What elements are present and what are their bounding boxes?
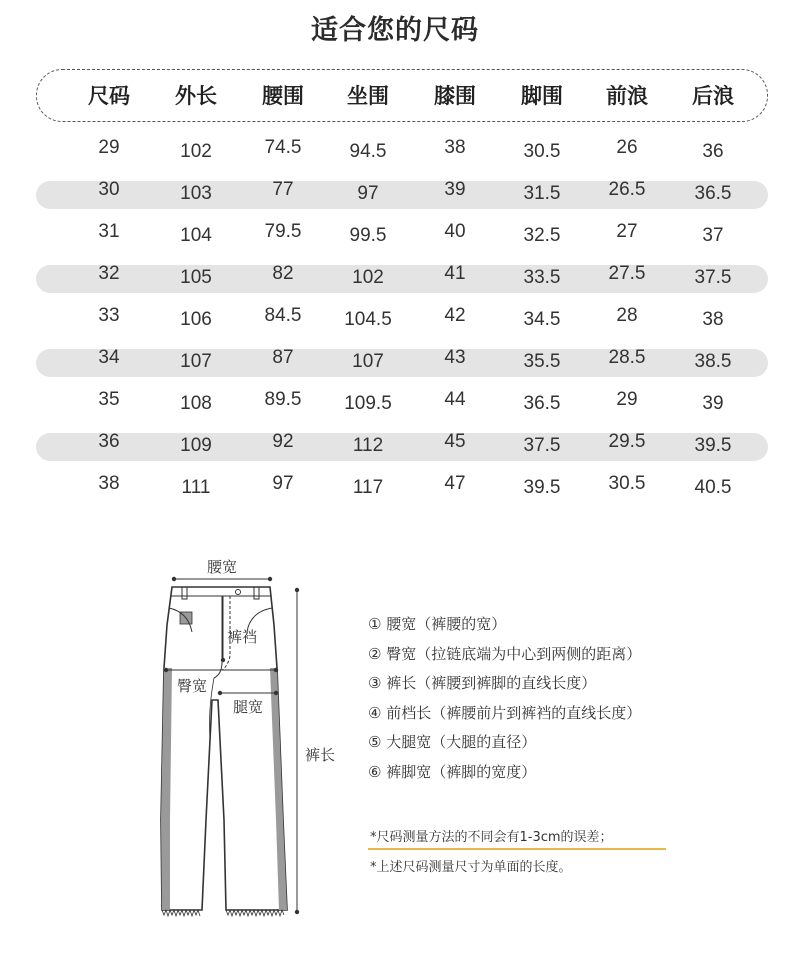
table-cell: 107 xyxy=(180,351,212,372)
table-cell: 40.5 xyxy=(694,477,732,498)
table-cell: 41 xyxy=(444,263,466,284)
note-text: *尺码测量方法的不同会有1-3cm的误差； xyxy=(370,830,613,845)
table-cell: 36 xyxy=(98,431,120,452)
header-cell: 前浪 xyxy=(606,84,648,108)
legend-item: ③ 裤长（裤腰到裤脚的直线长度） xyxy=(368,674,597,692)
table-cell: 89.5 xyxy=(264,389,302,410)
table-cell: 97 xyxy=(272,473,294,494)
table-cell: 34 xyxy=(98,347,120,368)
note-text: *上述尺码测量尺寸为单面的长度。 xyxy=(370,860,572,875)
pants-diagram xyxy=(150,550,350,930)
table-cell: 35 xyxy=(98,389,120,410)
note-underline xyxy=(368,848,666,850)
table-cell: 97 xyxy=(357,183,379,204)
table-cell: 40 xyxy=(444,221,466,242)
table-cell: 38 xyxy=(702,309,724,330)
table-cell: 31 xyxy=(98,221,120,242)
legend-item: ⑥ 裤脚宽（裤脚的宽度） xyxy=(368,762,537,781)
table-cell: 37.5 xyxy=(523,435,561,456)
table-cell: 117 xyxy=(352,477,384,498)
table-cell: 112 xyxy=(352,435,384,456)
table-cell: 36.5 xyxy=(694,183,732,204)
header-cell: 腰围 xyxy=(262,84,304,108)
legend-item: ⑤ 大腿宽（大腿的直径） xyxy=(368,733,537,751)
table-cell: 36.5 xyxy=(523,393,561,414)
table-cell: 107 xyxy=(352,351,384,372)
table-cell: 42 xyxy=(444,305,466,326)
header-cell: 脚围 xyxy=(521,84,563,108)
table-cell: 39.5 xyxy=(523,477,561,498)
table-cell: 30 xyxy=(98,179,120,200)
thigh-width-label: 腿宽 xyxy=(232,698,264,716)
length-label: 裤长 xyxy=(304,746,336,764)
table-cell: 104 xyxy=(180,225,212,246)
table-cell: 38 xyxy=(98,473,120,494)
page-title: 适合您的尺码 xyxy=(311,15,479,46)
table-cell: 27 xyxy=(616,221,638,242)
table-cell: 30.5 xyxy=(523,141,561,162)
table-cell: 34.5 xyxy=(523,309,561,330)
header-cell: 坐围 xyxy=(347,84,389,108)
table-cell: 108 xyxy=(180,393,212,414)
table-cell: 35.5 xyxy=(523,351,561,372)
table-cell: 32 xyxy=(98,263,120,284)
table-cell: 28 xyxy=(616,305,638,326)
waist-width-label: 腰宽 xyxy=(206,558,238,576)
crotch-label: 裤裆 xyxy=(226,628,258,646)
table-cell: 109 xyxy=(180,435,212,456)
table-cell: 30.5 xyxy=(608,473,646,494)
table-cell: 27.5 xyxy=(608,263,646,284)
table-cell: 102 xyxy=(352,267,384,288)
table-cell: 39 xyxy=(702,393,724,414)
table-cell: 102 xyxy=(180,141,212,162)
table-cell: 74.5 xyxy=(264,137,302,158)
header-cell: 膝围 xyxy=(434,84,476,108)
table-cell: 87 xyxy=(272,347,294,368)
table-cell: 26 xyxy=(616,137,638,158)
table-cell: 39 xyxy=(444,179,466,200)
table-cell: 39.5 xyxy=(694,435,732,456)
table-cell: 38 xyxy=(444,137,466,158)
table-cell: 29 xyxy=(616,389,638,410)
table-cell: 82 xyxy=(272,263,294,284)
header-cell: 外长 xyxy=(175,84,217,108)
hip-width-label: 臀宽 xyxy=(176,677,208,695)
table-cell: 43 xyxy=(444,347,466,368)
table-cell: 104.5 xyxy=(344,309,392,330)
table-cell: 37.5 xyxy=(694,267,732,288)
table-cell: 26.5 xyxy=(608,179,646,200)
header-cell: 后浪 xyxy=(692,84,734,108)
table-cell: 29 xyxy=(98,137,120,158)
table-cell: 84.5 xyxy=(264,305,302,326)
table-cell: 103 xyxy=(180,183,212,204)
table-cell: 33 xyxy=(98,305,120,326)
table-cell: 44 xyxy=(444,389,466,410)
table-cell: 31.5 xyxy=(523,183,561,204)
table-cell: 28.5 xyxy=(608,347,646,368)
table-cell: 109.5 xyxy=(344,393,392,414)
table-cell: 32.5 xyxy=(523,225,561,246)
table-cell: 77 xyxy=(272,179,294,200)
table-cell: 99.5 xyxy=(349,225,387,246)
table-cell: 92 xyxy=(272,431,294,452)
table-cell: 79.5 xyxy=(264,221,302,242)
legend-item: ① 腰宽（裤腰的宽） xyxy=(368,615,507,633)
table-cell: 111 xyxy=(181,477,211,498)
table-cell: 45 xyxy=(444,431,466,452)
table-cell: 94.5 xyxy=(349,141,387,162)
table-cell: 47 xyxy=(444,473,466,494)
table-cell: 33.5 xyxy=(523,267,561,288)
legend-item: ② 臀宽（拉链底端为中心到两侧的距离） xyxy=(368,644,642,663)
table-cell: 106 xyxy=(180,309,212,330)
header-cell: 尺码 xyxy=(88,84,130,108)
table-cell: 38.5 xyxy=(694,351,732,372)
legend-item: ④ 前档长（裤腰前片到裤裆的直线长度） xyxy=(368,703,642,722)
table-cell: 37 xyxy=(702,225,724,246)
table-cell: 29.5 xyxy=(608,431,646,452)
table-cell: 105 xyxy=(180,267,212,288)
table-cell: 36 xyxy=(702,141,724,162)
